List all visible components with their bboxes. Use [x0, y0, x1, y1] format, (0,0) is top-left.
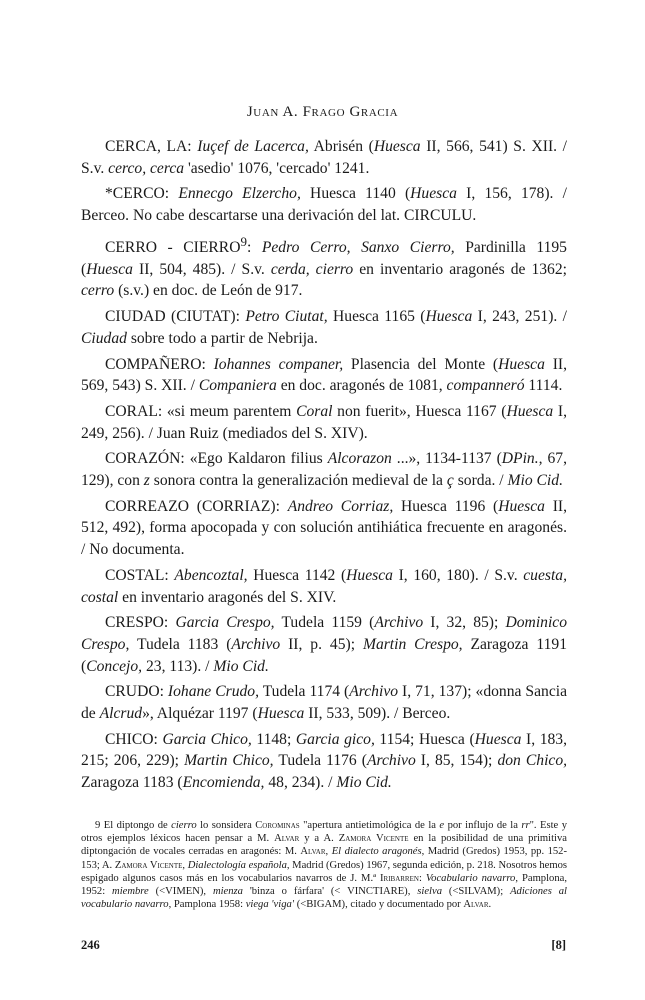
running-head: Juan A. Frago Gracia — [246, 104, 399, 120]
dictionary-entry: COSTAL: Abencoztal, Huesca 1142 (Huesca I, 160, 180). / S.v. cuesta, costal en inventario aragonés del S. XIV. — [81, 566, 567, 606]
dictionary-entry: CRESPO: Garcia Crespo, Tudela 1159 (Archivo I, 32, 85); Dominico Crespo, Tudela 1183 (Archivo II, p. 45); Martin Crespo, Zaragoza 1191 (Concejo, 23, 113). / Mio Cid. — [81, 614, 567, 675]
dictionary-entry: COMPAÑERO: Iohannes companer, Plasencia del Monte (Huesca II, 569, 543) S. XII. / Companiera en doc. aragonés de 1081, companneró 1114. — [81, 355, 567, 395]
dictionary-entry: CERRO - CIERRO$^9$: Pedro Cerro, Sanxo Cierro, Pardinilla 1195 (Huesca II, 504, 485). / S.v. cerda, cierro en inventario aragonés de 1362; cerro (s.v.) en doc. de León de 917. — [81, 233, 567, 300]
dictionary-entry: CORAL: «si meum parentem Coral non fuerit», Huesca 1167 (Huesca I, 249, 256). / Juan Ruiz (mediados del S. XIV). — [81, 402, 567, 442]
dictionary-entry: CORAZÓN: «Ego Kaldaron filius Alcorazon ...», 1134-1137 (DPin., 67, 129), con z sonora contra la generalización medieval de la ç sorda. / Mio Cid. — [81, 450, 567, 490]
dictionary-entries — [81, 136, 567, 798]
dictionary-entry: CORREAZO (CORRIAZ): Andreo Corriaz, Huesca 1196 (Huesca II, 512, 492), forma apocopada y con solución antihiática frecuente en aragonés. / No documenta. — [81, 497, 568, 559]
dictionary-entry: CRUDO: Iohane Crudo, Tudela 1174 (Archivo I, 71, 137); «donna Sancia de Alcrud», Alquézar 1197 (Huesca II, 533, 509). / Berceo. — [81, 683, 567, 723]
page-number: 246 — [81, 938, 100, 952]
dictionary-entry: CHICO: Garcia Chico, 1148; Garcia gico, 1154; Huesca (Huesca I, 183, 215; 206, 229); Martin Chico, Tudela 1176 (Archivo I, 85, 154); don Chico, Zaragoza 1183 (Encomienda, 48, 234). / Mio Cid. — [81, 730, 568, 792]
dictionary-entry: CIUDAD (CIUTAT): Petro Ciutat, Huesca 1165 (Huesca I, 243, 251). / Ciudad sobre todo a partir de Nebrija. — [81, 308, 568, 347]
section-number: [8] — [551, 938, 566, 952]
footnote: 9 El diptongo de cierro lo sonsidera Corominas "apertura antietimológica de la e por influjo de la rr". Este y otros ejemplos léxicos hacen pensar a M. Alvar y a A. Zamora Vicente en la posibilidad de una primitiva diptongación de vocales cerradas en aragonés: M. Alvar, El dialecto aragonés, Madrid (Gredos) 1953, pp. 152-153; A. Zamora Vicente, Dialectología española, Madrid (Gredos) 1967, segunda edición, p. 218. Nosotros hemos espigado algunos casos más en los vocabularios navarros de J. M.ª Iribarren: Vocabulario navarro, Pamplona, 1952: miembre (<VIMEN), mienza 'binza o fárfara' (< VINCTIARE), sielva (<SILVAM); Adiciones al vocabulario navarro, Pamplona 1958: viega 'viga' (<BIGAM), citado y documentado por Alvar. — [81, 820, 568, 911]
dictionary-entry: CERCA, LA: Iuçef de Lacerca, Abrisén (Huesca II, 566, 541) S. XII. / S.v. cerco, cerca 'asedio' 1076, 'cercado' 1241. — [81, 138, 568, 177]
dictionary-entry: *CERCO: Ennecgo Elzercho, Huesca 1140 (Huesca I, 156, 178). / Berceo. No cabe descartarse una derivación del lat. CIRCULU. — [81, 185, 567, 225]
